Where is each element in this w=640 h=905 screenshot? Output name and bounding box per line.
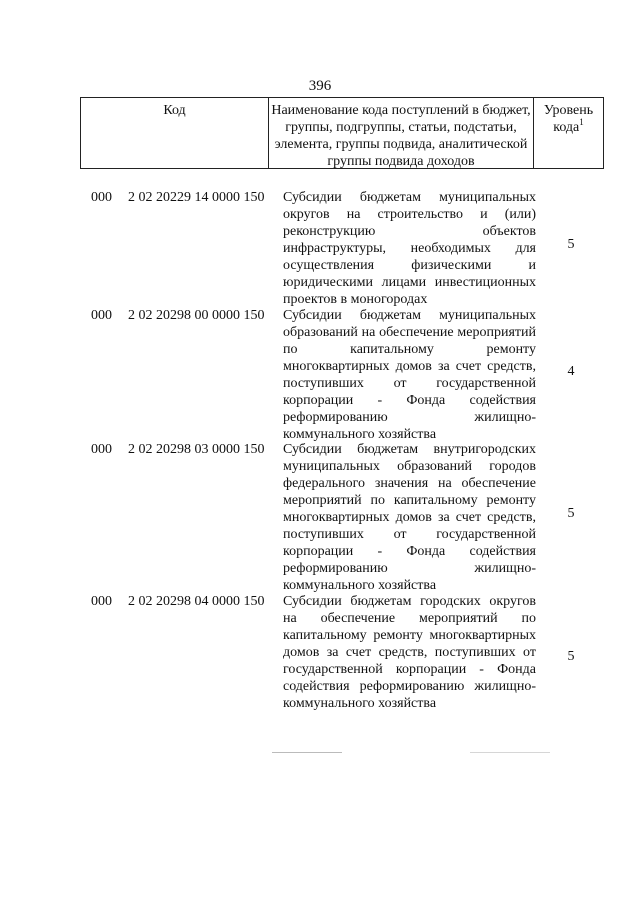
row-level: 5 <box>567 237 575 252</box>
row-code: 2 02 20298 03 0000 150 <box>128 442 265 457</box>
scan-artifact <box>470 752 550 753</box>
row-name: Субсидии бюджетам муниципальных округов на строительство и (или) реконструкцию объектов инфраструктуры, необходимых для осуществления физическими и юридическими лицами инвестиционных проектов в моногородах <box>283 190 536 307</box>
row-prefix: 000 <box>91 594 112 609</box>
row-code: 2 02 20229 14 0000 150 <box>128 190 265 205</box>
page-number: 396 <box>308 78 332 94</box>
row-prefix: 000 <box>91 308 112 323</box>
row-name: Субсидии бюджетам внутригородских муниципальных образований городов федерального значения на обеспечение мероприятий по капитальному ремонту многоквартирных домов за счет средств, поступивших от государственной корпорации - Фонда содействия реформированию жилищно-коммунального хозяйства <box>283 442 536 593</box>
row-prefix: 000 <box>91 190 112 205</box>
row-prefix: 000 <box>91 442 112 457</box>
row-name: Субсидии бюджетам муниципальных образований на обеспечение мероприятий по капитальному ремонту многоквартирных домов за счет средств, поступивших от государственной корпорации - Фонда содействия реформированию жилищно-коммунального хозяйства <box>283 308 536 442</box>
row-code: 2 02 20298 00 0000 150 <box>128 308 265 323</box>
header-level-label: Уровень кода <box>543 103 594 135</box>
row-name: Субсидии бюджетам городских округов на обеспечение мероприятий по капитальному ремонту многоквартирных домов за счет средств, поступивших от государственной корпорации - Фонда содействия реформированию жилищно-коммунального хозяйства <box>283 594 536 711</box>
header-level-footnote: 1 <box>579 117 584 127</box>
row-level: 5 <box>567 649 575 664</box>
scan-artifact <box>272 752 342 753</box>
table-header <box>80 97 604 169</box>
row-level: 4 <box>567 364 575 379</box>
header-code: Код <box>80 98 269 168</box>
row-code: 2 02 20298 04 0000 150 <box>128 594 265 609</box>
row-level: 5 <box>567 506 575 521</box>
header-level <box>534 98 604 168</box>
header-name: Наименование кода поступлений в бюджет, группы, подгруппы, статьи, подстатьи, элемента, группы подвида, аналитической группы подвида доходов <box>269 98 534 168</box>
